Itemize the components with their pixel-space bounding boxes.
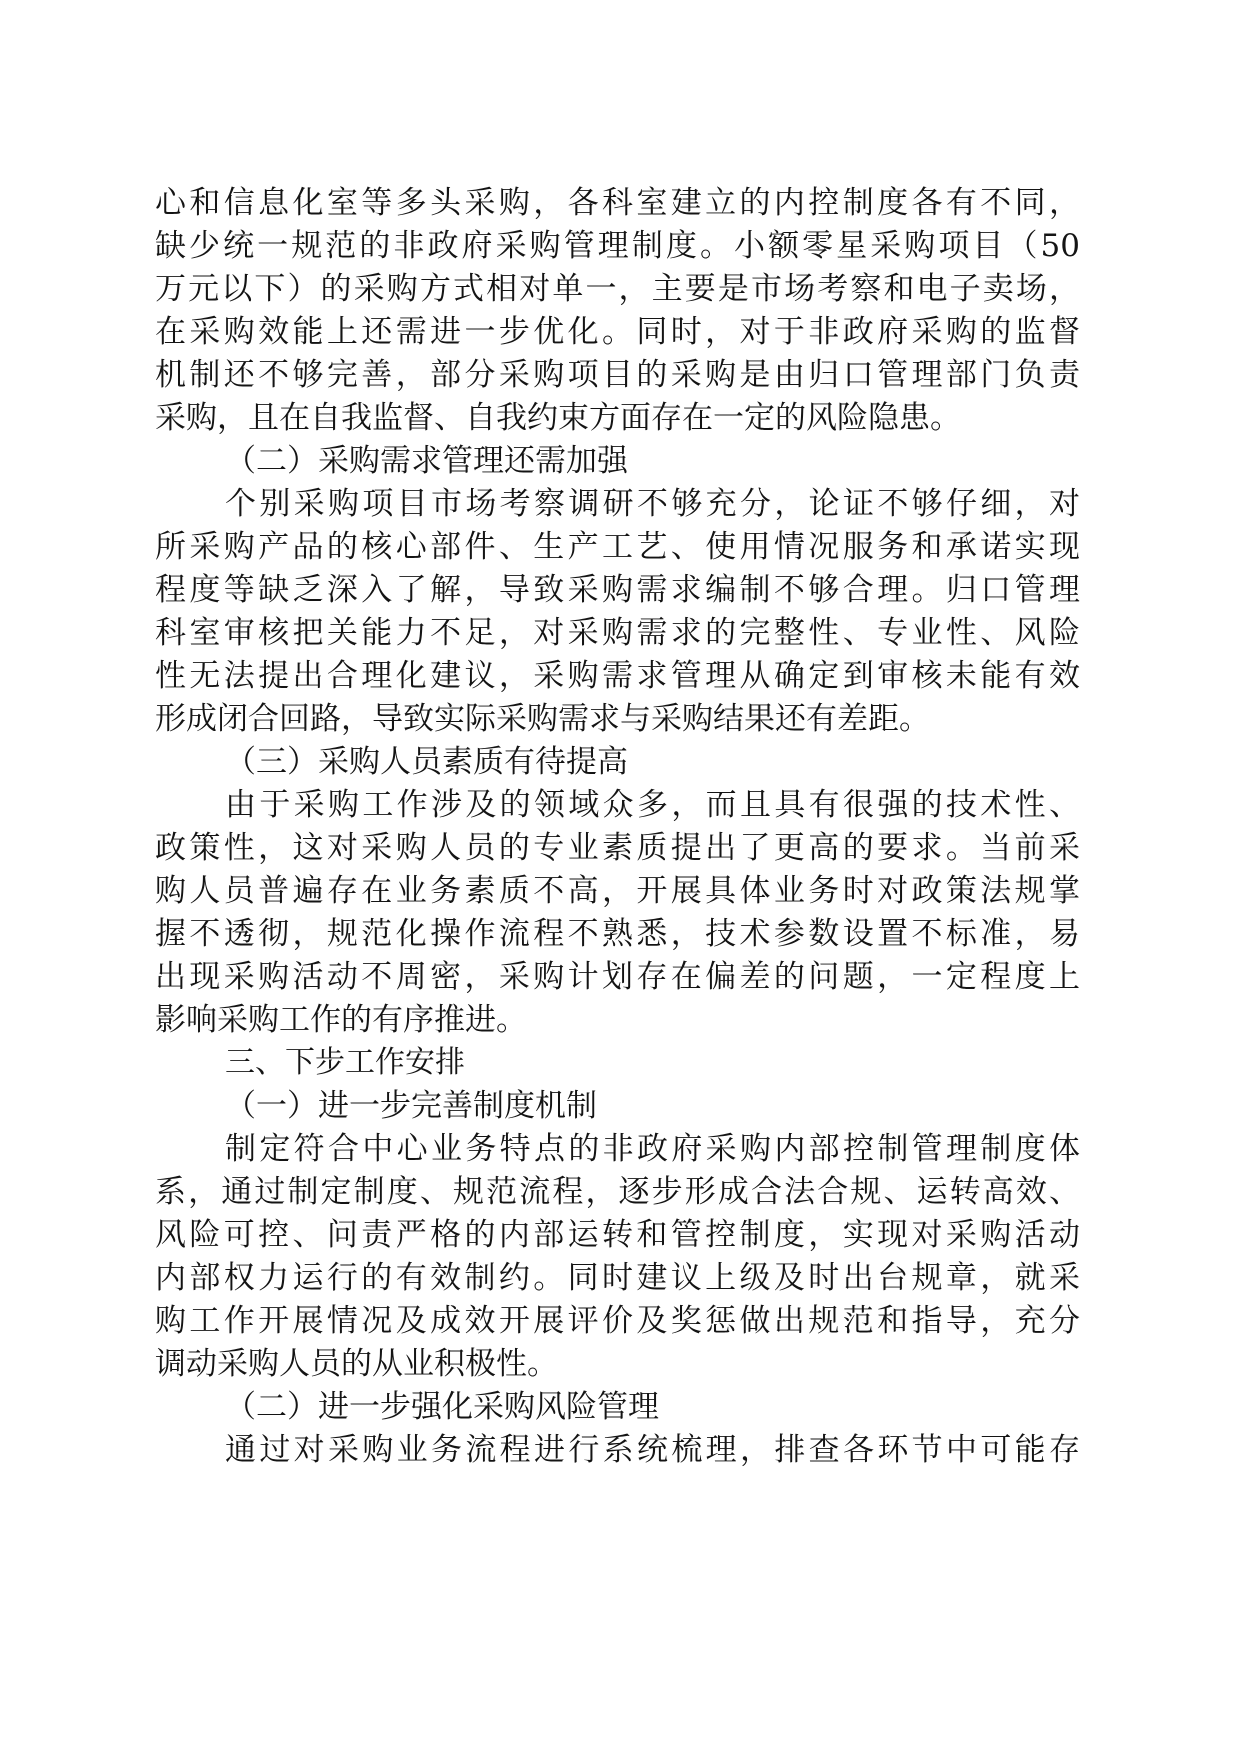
paragraph-line: 握不透彻，规范化操作流程不熟悉，技术参数设置不标准，易 xyxy=(155,916,1080,952)
paragraph-line: 科室审核把关能力不足，对采购需求的完整性、专业性、风险 xyxy=(155,615,1080,651)
paragraph-line: 程度等缺乏深入了解，导致采购需求编制不够合理。归口管理 xyxy=(155,572,1080,608)
paragraph-line: 通过对采购业务流程进行系统梳理，排查各环节中可能存 xyxy=(225,1432,1080,1468)
paragraph-line: 采购，且在自我监督、自我约束方面存在一定的风险隐患。 xyxy=(155,400,961,436)
paragraph-line: 由于采购工作涉及的领域众多，而且具有很强的技术性、 xyxy=(225,787,1080,823)
section-heading: 三、下步工作安排 xyxy=(225,1045,465,1080)
paragraph-line: 系，通过制定制度、规范流程，逐步形成合法合规、运转高效、 xyxy=(155,1174,1080,1210)
subsection-heading: （二）进一步强化采购风险管理 xyxy=(225,1389,659,1425)
paragraph-line: 所采购产品的核心部件、生产工艺、使用情况服务和承诺实现 xyxy=(155,529,1080,565)
subsection-heading: （一）进一步完善制度机制 xyxy=(225,1088,597,1124)
paragraph-line: 风险可控、问责严格的内部运转和管控制度，实现对采购活动 xyxy=(155,1217,1080,1253)
paragraph-line: 缺少统一规范的非政府采购管理制度。小额零星采购项目（50 xyxy=(155,228,1080,264)
paragraph-line: 影响采购工作的有序推进。 xyxy=(155,1002,527,1038)
paragraph-line: 购人员普遍存在业务素质不高，开展具体业务时对政策法规掌 xyxy=(155,873,1080,909)
paragraph-line: 个别采购项目市场考察调研不够充分，论证不够仔细，对 xyxy=(225,486,1080,522)
paragraph-line: 在采购效能上还需进一步优化。同时，对于非政府采购的监督 xyxy=(155,314,1080,350)
paragraph-line: 万元以下）的采购方式相对单一，主要是市场考察和电子卖场， xyxy=(155,271,1080,307)
paragraph-line: 心和信息化室等多头采购，各科室建立的内控制度各有不同， xyxy=(155,185,1080,221)
subsection-heading: （三）采购人员素质有待提高 xyxy=(225,744,628,780)
paragraph-line: 出现采购活动不周密，采购计划存在偏差的问题，一定程度上 xyxy=(155,959,1080,995)
paragraph-line: 形成闭合回路，导致实际采购需求与采购结果还有差距。 xyxy=(155,701,930,737)
paragraph-line: 内部权力运行的有效制约。同时建议上级及时出台规章，就采 xyxy=(155,1260,1080,1296)
paragraph-line: 购工作开展情况及成效开展评价及奖惩做出规范和指导，充分 xyxy=(155,1303,1080,1339)
paragraph-line: 政策性，这对采购人员的专业素质提出了更高的要求。当前采 xyxy=(155,830,1080,866)
paragraph-line: 调动采购人员的从业积极性。 xyxy=(155,1346,558,1382)
subsection-heading: （二）采购需求管理还需加强 xyxy=(225,443,628,479)
paragraph-line: 制定符合中心业务特点的非政府采购内部控制管理制度体 xyxy=(225,1131,1080,1167)
paragraph-line: 机制还不够完善，部分采购项目的采购是由归口管理部门负责 xyxy=(155,357,1080,393)
paragraph-line: 性无法提出合理化建议，采购需求管理从确定到审核未能有效 xyxy=(155,658,1080,694)
